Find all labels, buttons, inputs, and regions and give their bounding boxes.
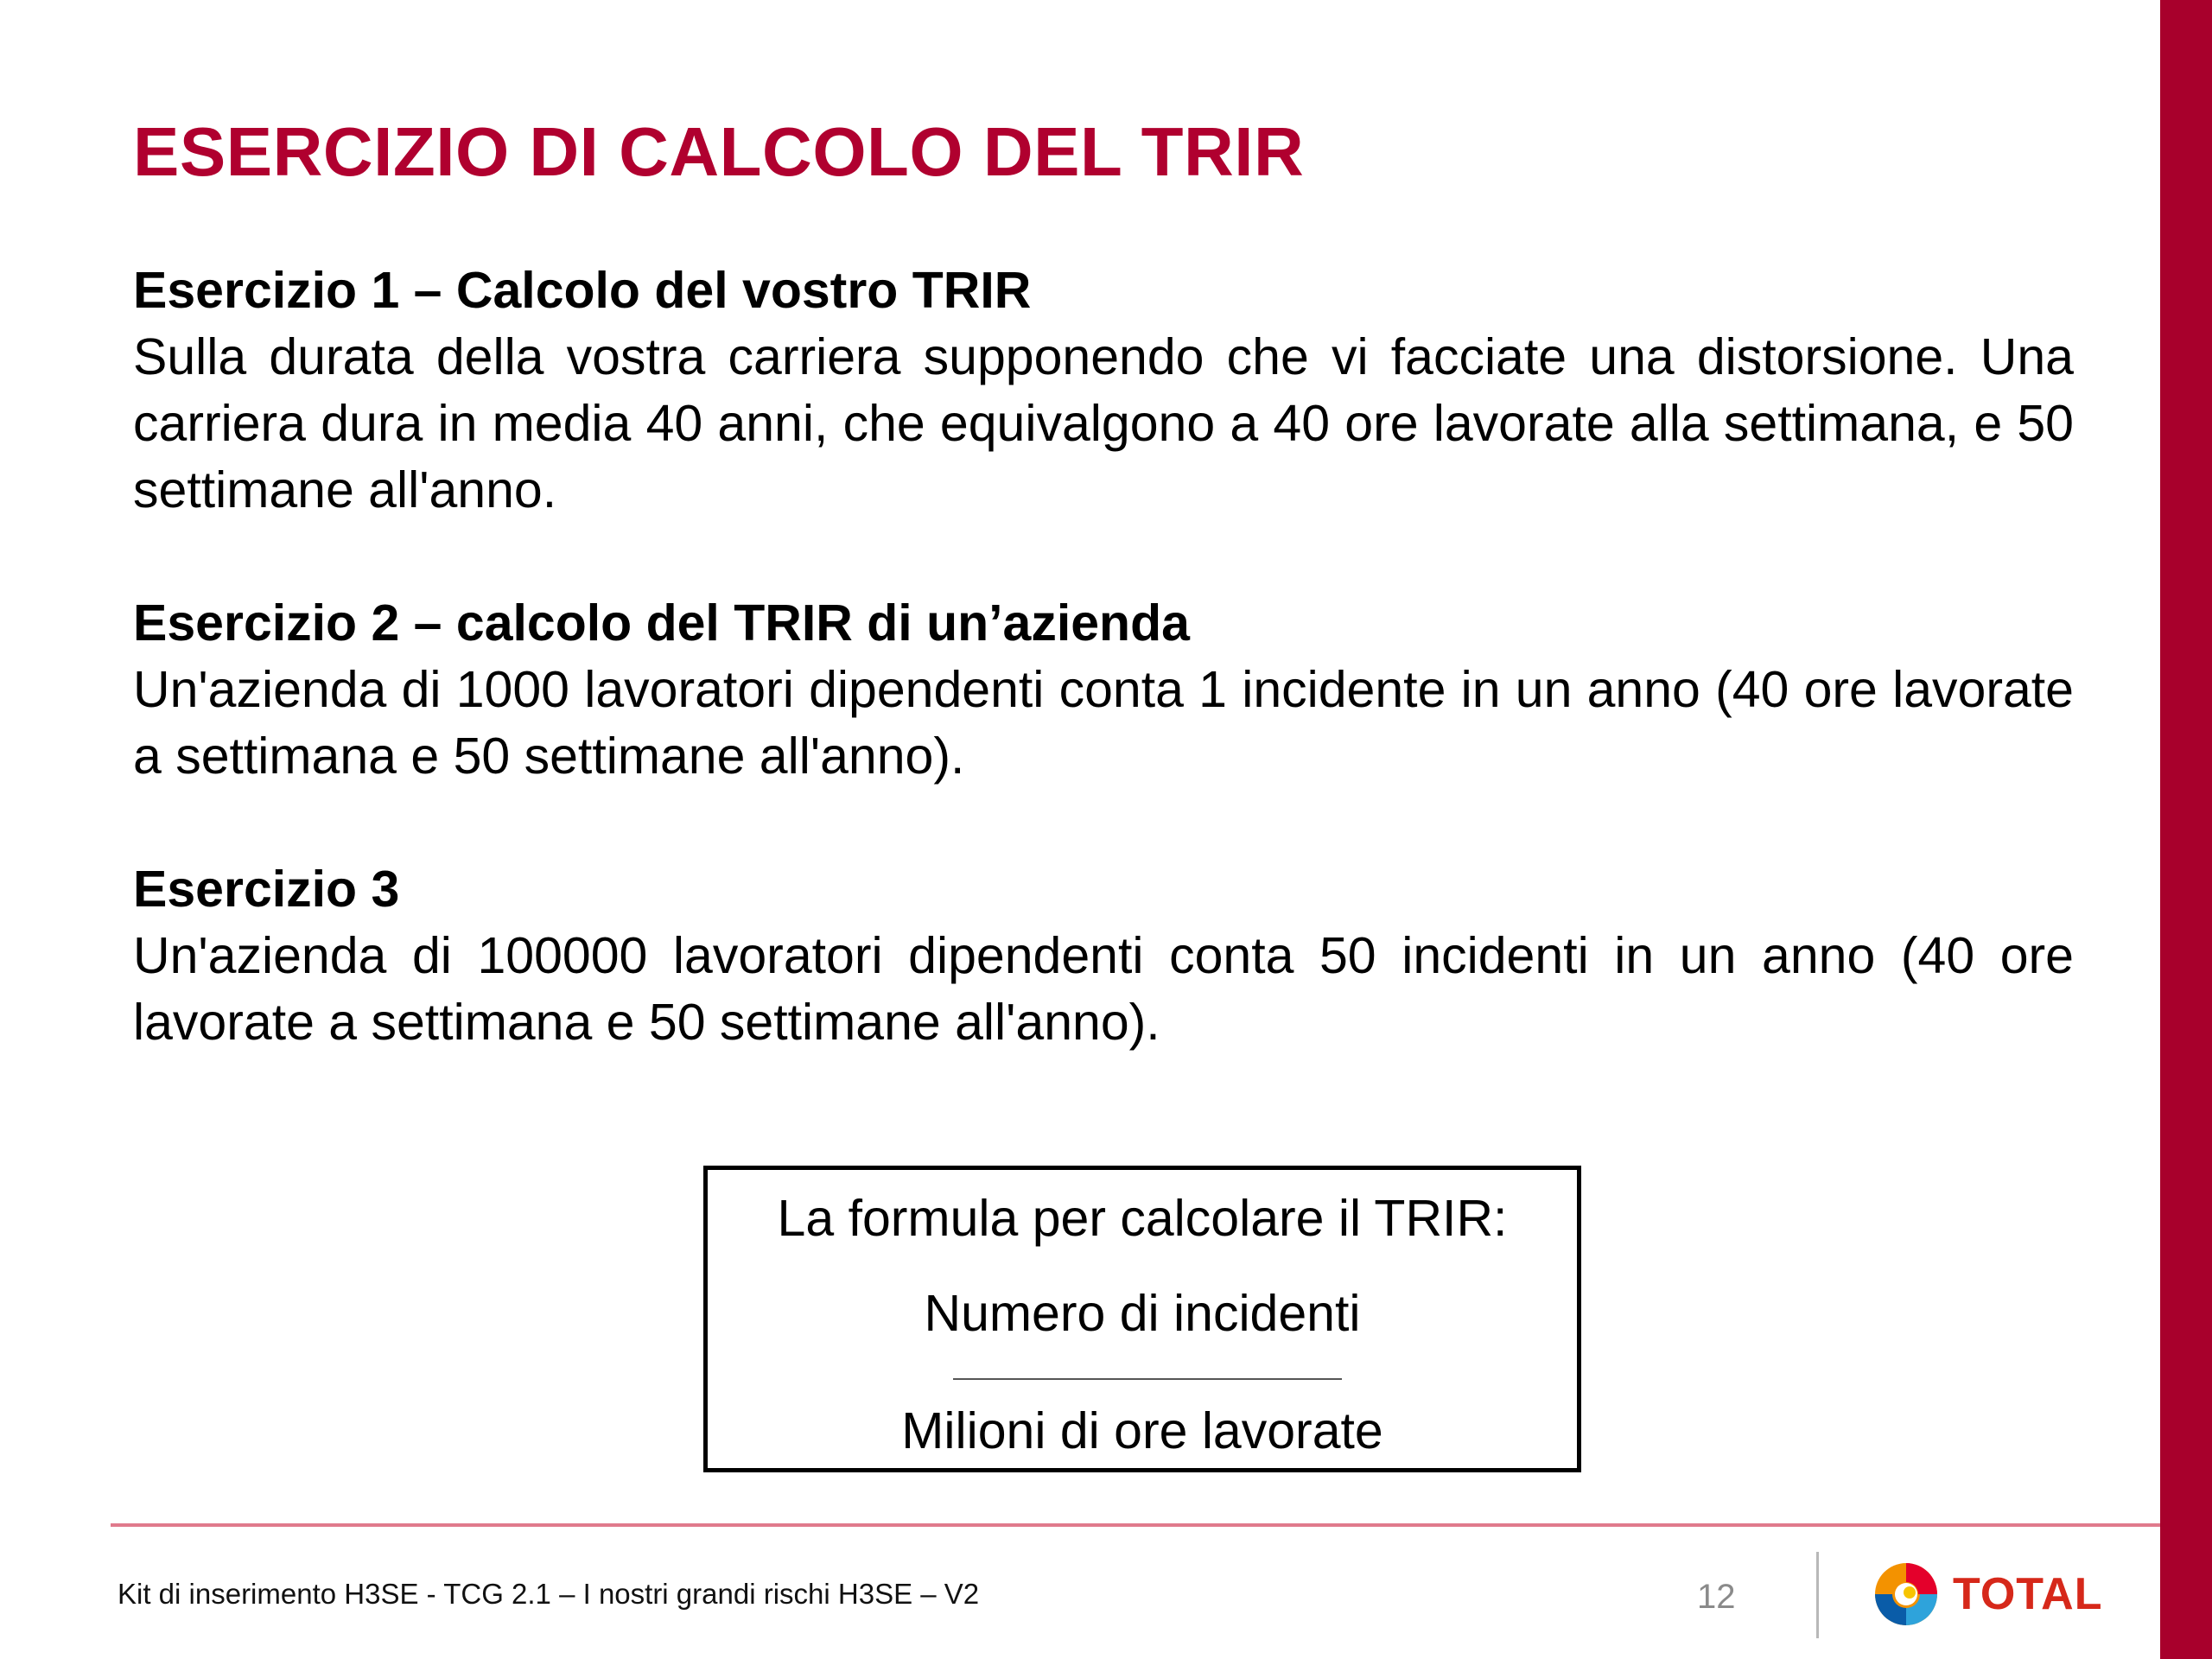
total-logo bbox=[1870, 1555, 2103, 1633]
exercise-3 bbox=[133, 856, 2074, 1056]
exercise-1-heading: Esercizio 1 – Calcolo del vostro TRIR bbox=[133, 262, 1032, 319]
footer-rule bbox=[111, 1523, 2160, 1527]
formula-box bbox=[703, 1166, 1581, 1472]
exercise-3-text: Un'azienda di 100000 lavoratori dipendenti conta 50 incidenti in un anno (40 ore lavorate a settimana e 50 settimane all'anno). bbox=[133, 927, 2074, 1051]
formula-denominator: Milioni di ore lavorate bbox=[901, 1402, 1383, 1459]
total-logo-icon bbox=[1870, 1558, 1942, 1630]
exercise-1 bbox=[133, 257, 2074, 524]
slide-title: ESERCIZIO DI CALCOLO DEL TRIR bbox=[133, 113, 1305, 190]
fraction-line bbox=[953, 1378, 1342, 1380]
exercise-3-heading: Esercizio 3 bbox=[133, 861, 400, 918]
footer-divider bbox=[1816, 1552, 1819, 1638]
right-accent-bar bbox=[2160, 0, 2212, 1659]
exercise-2-text: Un'azienda di 1000 lavoratori dipendenti conta 1 incidente in un anno (40 ore lavorate a settimana e 50 settimane all'anno). bbox=[133, 661, 2074, 785]
exercise-list bbox=[133, 257, 2074, 1122]
footer-text: Kit di inserimento H3SE - TCG 2.1 – I nostri grandi rischi H3SE – V2 bbox=[118, 1578, 980, 1610]
exercise-2-heading: Esercizio 2 – calcolo del TRIR di un’azienda bbox=[133, 594, 1190, 652]
formula-numerator: Numero di incidenti bbox=[924, 1285, 1361, 1342]
page-number: 12 bbox=[1697, 1578, 1736, 1616]
total-logo-text: TOTAL bbox=[1953, 1569, 2103, 1619]
exercise-1-text: Sulla durata della vostra carriera supponendo che vi facciate una distorsione. Una carriera dura in media 40 anni, che equivalgono a 40 ore lavorate alla settimana, e 50 settimane all'anno. bbox=[133, 328, 2074, 518]
formula-title: La formula per calcolare il TRIR: bbox=[777, 1190, 1508, 1247]
exercise-2 bbox=[133, 590, 2074, 790]
